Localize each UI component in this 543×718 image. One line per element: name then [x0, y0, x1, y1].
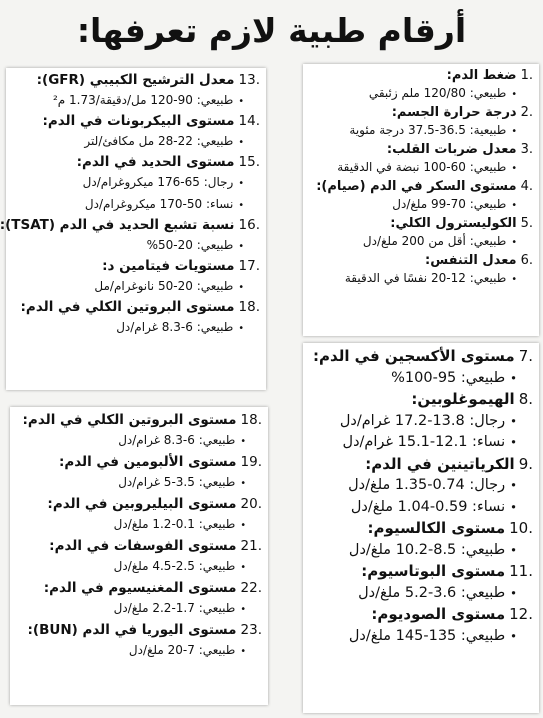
value-line: [307, 121, 533, 141]
item-heading: [14, 410, 262, 430]
value-line: [307, 195, 533, 215]
value-text: طبيعية: 36.5-37.5 درجة مئوية: [349, 123, 507, 137]
value-line: [307, 411, 533, 433]
value-line: [14, 514, 262, 536]
value-text: طبيعي: 60-100 نبضة في الدقيقة: [337, 160, 507, 174]
item-title: مستويات فيتامين د:: [102, 258, 235, 274]
value-line: [307, 626, 533, 648]
bullet-icon: •: [240, 562, 246, 573]
value-line: [14, 472, 262, 494]
value-line: [10, 235, 260, 257]
value-line: [14, 556, 262, 578]
list-item: [10, 112, 260, 153]
item-heading: [0, 216, 260, 235]
value-line: [10, 194, 260, 216]
bullet-icon: •: [511, 126, 517, 137]
value-text: نساء: 0.59-1.04 ملغ/دل: [350, 498, 506, 515]
item-number: 11.: [509, 562, 533, 580]
item-title: الكرياتينين في الدم:: [365, 454, 515, 473]
value-text: نساء: 12.1-15.1 غرام/دل: [342, 434, 506, 450]
page-title: أرقام طبية لازم تعرفها:: [76, 11, 467, 50]
item-title: مستوى الفوسفات في الدم:: [49, 538, 237, 554]
value-line: [14, 640, 262, 662]
bullet-icon: •: [240, 436, 246, 447]
value-text: طبيعي: 12-20 نفسًا في الدقيقة: [344, 271, 507, 285]
list-item: [307, 454, 533, 519]
card-top-right: [303, 64, 539, 336]
value-text: طبيعي: 7-20 ملغ/دل: [128, 643, 236, 657]
item-heading: [307, 561, 533, 583]
list-item: [14, 494, 262, 536]
value-text: طبيعي: 120/80 ملم زئبقي: [368, 86, 507, 100]
list-item: [14, 536, 262, 578]
card-bottom-left: [10, 407, 268, 705]
bullet-icon: •: [240, 646, 246, 657]
value-line: [14, 598, 262, 620]
item-number: 12.: [509, 605, 533, 623]
item-title: معدل الترشيح الكبيبي (GFR):: [36, 72, 235, 88]
item-number: 7.: [518, 347, 533, 365]
list-item: [307, 215, 533, 252]
card-top-left: [0, 68, 266, 390]
bullet-icon: •: [510, 628, 517, 643]
item-number: 17.: [238, 258, 260, 274]
value-text: رجال: 13.8-17.2 غرام/دل: [339, 412, 506, 429]
value-text: طبيعي: 22-28 مل مكافئ/لتر: [84, 134, 234, 148]
value-text: طبيعي: 95-100%: [391, 369, 506, 386]
bullet-icon: •: [511, 237, 517, 248]
item-title: درجة حرارة الجسم:: [391, 105, 517, 120]
item-number: 14.: [238, 113, 260, 129]
item-title: معدل التنفس:: [425, 253, 517, 268]
item-number: 8.: [518, 390, 533, 408]
list-item: [10, 71, 260, 112]
item-number: 2.: [520, 105, 533, 120]
item-heading: [307, 252, 533, 269]
list-item: [10, 153, 260, 216]
item-title: مستوى البيكربونات في الدم:: [42, 113, 235, 129]
value-text: طبيعي: 6-8.3 غرام/دل: [118, 433, 236, 447]
item-title: الكوليسترول الكلي:: [390, 216, 517, 231]
item-number: 15.: [238, 154, 260, 170]
item-title: ضغط الدم:: [446, 68, 517, 83]
list-item: [14, 452, 262, 494]
bullet-icon: •: [510, 585, 517, 600]
item-heading: [10, 71, 260, 90]
value-line: [307, 158, 533, 178]
value-text: طبيعي: 90-120 مل/دقيقة/1.73 م²: [52, 93, 234, 107]
value-text: نساء: 50-170 ميكروغرام/دل: [84, 197, 234, 211]
value-line: [307, 583, 533, 605]
bullet-icon: •: [238, 96, 244, 107]
list-item: [307, 389, 533, 454]
card-bottom-right: [303, 343, 539, 713]
item-number: 10.: [509, 519, 533, 537]
item-heading: [307, 178, 533, 195]
item-number: 19.: [240, 454, 262, 470]
list-item: [307, 252, 533, 289]
value-line: [10, 317, 260, 339]
bullet-icon: •: [511, 274, 517, 285]
item-heading: [307, 346, 533, 368]
item-heading: [14, 536, 262, 556]
bullet-icon: •: [238, 282, 244, 293]
item-title: معدل ضربات القلب:: [386, 142, 517, 157]
list-item: [307, 346, 533, 389]
value-text: طبيعي: 135-145 ملغ/دل: [348, 627, 506, 644]
bullet-icon: •: [511, 163, 517, 174]
item-number: 16.: [238, 217, 260, 233]
list-item: [10, 257, 260, 298]
bullet-icon: •: [510, 413, 517, 428]
value-line: [307, 84, 533, 104]
value-line: [10, 90, 260, 112]
bullet-icon: •: [511, 200, 517, 211]
item-number: 3.: [520, 142, 533, 157]
value-text: طبيعي: 20-50 نانوغرام/مل: [94, 279, 234, 293]
item-number: 22.: [240, 580, 262, 596]
bullet-icon: •: [238, 178, 244, 189]
list-item: [307, 178, 533, 215]
item-title: مستوى الصوديوم:: [371, 605, 506, 623]
value-line: [307, 475, 533, 497]
value-line: [307, 269, 533, 289]
list-item: [307, 518, 533, 561]
value-line: [307, 232, 533, 252]
value-text: طبيعي: أقل من 200 ملغ/دل: [362, 234, 507, 248]
list-item: [307, 67, 533, 104]
list-item: [307, 604, 533, 647]
item-heading: [307, 389, 533, 411]
value-text: طبيعي: 3.5-5 غرام/دل: [118, 475, 236, 489]
bullet-icon: •: [240, 604, 246, 615]
bullet-icon: •: [240, 478, 246, 489]
bullet-icon: •: [510, 370, 517, 385]
bullet-icon: •: [238, 241, 244, 252]
item-number: 4.: [520, 179, 533, 194]
item-heading: [14, 494, 262, 514]
value-text: طبيعي: 6-8.3 غرام/دل: [116, 320, 234, 334]
value-text: رجال: 0.74-1.35 ملغ/دل: [348, 477, 506, 493]
list-item: [307, 561, 533, 604]
bullet-icon: •: [238, 323, 244, 334]
item-heading: [10, 298, 260, 317]
bullet-icon: •: [510, 435, 517, 449]
item-title: مستوى المغنيسيوم في الدم:: [43, 580, 237, 596]
item-title: مستوى البيليروبين في الدم:: [47, 496, 237, 512]
item-title: مستوى الأكسجين في الدم:: [313, 347, 515, 365]
bullet-icon: •: [238, 137, 244, 148]
item-number: 5.: [520, 216, 533, 231]
value-text: طبيعي: 70-99 ملغ/دل: [392, 197, 507, 211]
value-line: [307, 368, 533, 390]
item-heading: [307, 604, 533, 626]
value-line: [307, 497, 533, 519]
value-text: طبيعي: 2.5-4.5 ملغ/دل: [113, 559, 236, 573]
item-title: مستوى البروتين الكلي في الدم:: [20, 299, 235, 315]
value-text: طبيعي: 20-50%: [146, 238, 234, 252]
item-heading: [14, 578, 262, 598]
value-text: طبيعي: 1.7-2.2 ملغ/دل: [113, 601, 236, 615]
item-title: مستوى اليوريا في الدم (BUN):: [27, 622, 237, 638]
item-heading: [14, 452, 262, 472]
list-item: [0, 216, 260, 257]
item-number: 9.: [518, 454, 533, 473]
item-title: مستوى الحديد في الدم:: [76, 154, 235, 170]
item-title: مستوى البروتين الكلي في الدم:: [22, 412, 237, 428]
list-item: [14, 578, 262, 620]
item-heading: [307, 104, 533, 121]
value-line: [307, 432, 533, 454]
list-item: [10, 298, 260, 339]
item-title: مستوى البوتاسيوم:: [361, 562, 506, 580]
value-text: رجال: 65-176 ميكروغرام/دل: [82, 175, 234, 189]
bullet-icon: •: [510, 542, 517, 557]
bullet-icon: •: [510, 478, 517, 492]
list-item: [14, 410, 262, 452]
item-heading: [10, 257, 260, 276]
value-line: [10, 172, 260, 194]
value-line: [10, 131, 260, 153]
item-number: 18.: [238, 299, 260, 315]
item-title: الهيموغلوبين:: [411, 390, 515, 408]
value-text: طبيعي: 0.1-1.2 ملغ/دل: [113, 517, 236, 531]
list-item: [307, 141, 533, 178]
item-title: مستوى السكر في الدم (صيام):: [316, 179, 517, 194]
item-number: 18.: [240, 412, 262, 428]
item-number: 1.: [520, 68, 533, 83]
value-line: [307, 540, 533, 562]
item-number: 21.: [240, 538, 262, 554]
item-heading: [307, 215, 533, 232]
item-number: 23.: [240, 622, 262, 638]
list-item: [14, 620, 262, 662]
item-number: 20.: [240, 496, 262, 512]
item-heading: [307, 141, 533, 158]
item-number: 13.: [238, 72, 260, 88]
value-text: طبيعي: 3.6-5.2 ملغ/دل: [358, 584, 506, 601]
item-heading: [307, 518, 533, 540]
value-text: طبيعي: 8.5-10.2 ملغ/دل: [348, 541, 506, 558]
list-item: [307, 104, 533, 141]
bullet-icon: •: [510, 499, 517, 514]
item-heading: [10, 112, 260, 131]
bullet-icon: •: [511, 89, 517, 100]
value-line: [10, 276, 260, 298]
item-heading: [307, 454, 533, 476]
item-title: مستوى الألبومين في الدم:: [58, 454, 237, 470]
item-title: مستوى الكالسيوم:: [367, 519, 506, 537]
item-heading: [10, 153, 260, 172]
item-title: نسبة تشبع الحديد في الدم (TSAT):: [0, 217, 235, 233]
bullet-icon: •: [240, 520, 246, 531]
item-number: 6.: [520, 253, 533, 268]
value-line: [14, 430, 262, 452]
bullet-icon: •: [238, 200, 244, 211]
item-heading: [14, 620, 262, 640]
item-heading: [307, 67, 533, 84]
